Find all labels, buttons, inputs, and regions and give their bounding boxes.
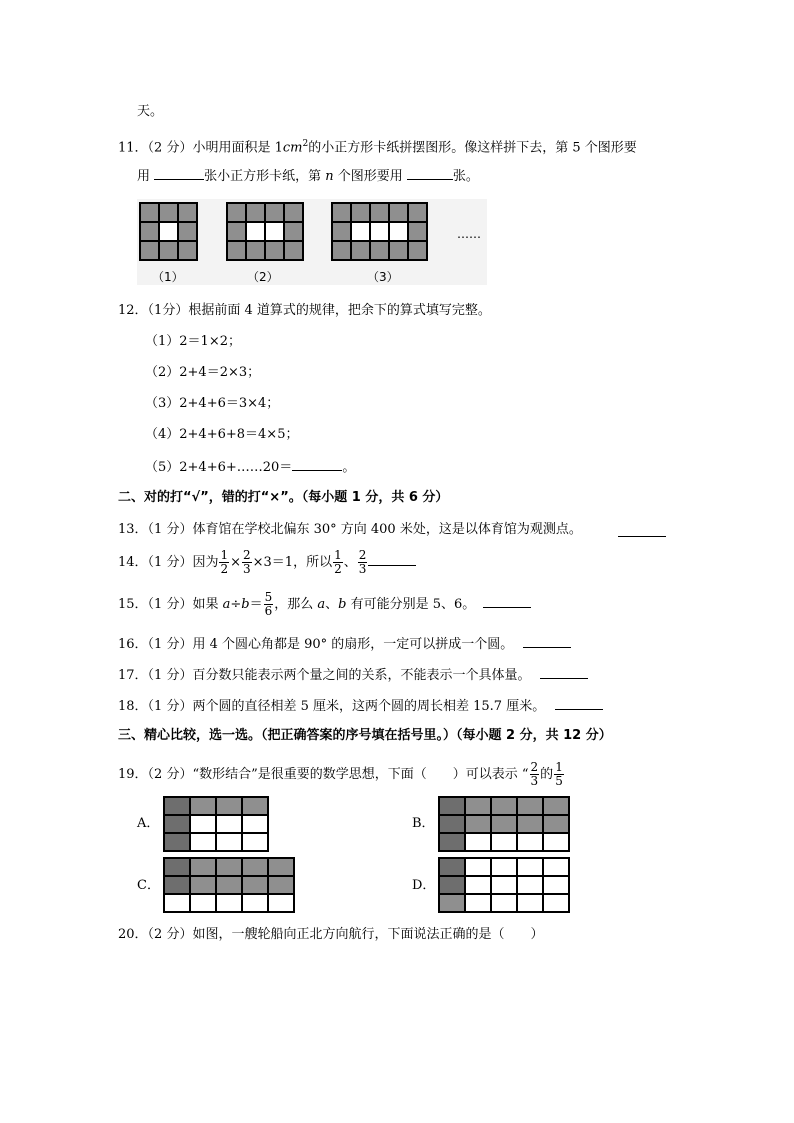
q11-blank-1[interactable] xyxy=(154,166,204,180)
q11-line1 xyxy=(118,135,637,157)
q14-mid: ×3＝1，所以 xyxy=(252,555,333,570)
q19-of: 的 xyxy=(540,767,554,782)
q12-item-5 xyxy=(145,457,355,477)
q12-blank[interactable] xyxy=(292,457,342,471)
q18-blank[interactable] xyxy=(555,696,603,710)
q15-frac: $\frac{5}{6}$ xyxy=(264,590,273,618)
q14-text: 14．（1 分）因为 xyxy=(118,555,219,570)
q16-blank[interactable] xyxy=(523,634,571,648)
q11-text-post: 的小正方形卡纸拼摆图形。像这样拼下去，第 5 个图形要 xyxy=(308,140,637,156)
q12-item-4: （4）2+4+6+8＝4×5； xyxy=(145,427,299,442)
q19-option-d-label[interactable]: D． xyxy=(412,878,436,893)
q12-item-5-text: （5）2+4+6+……20＝ xyxy=(145,460,293,475)
q14 xyxy=(118,549,416,577)
q12-item-1: （1）2＝1×2； xyxy=(145,334,241,349)
section-3-heading: 三、精心比较，选一选。（把正确答案的序号填在括号里。）（每小题 2 分，共 12 分） xyxy=(118,728,612,743)
figure-3-grid xyxy=(331,202,428,261)
q17-text: 17．（1 分）百分数只能表示两个量之间的关系，不能表示一个具体量。 xyxy=(118,668,531,683)
q17 xyxy=(118,665,588,685)
figure-2-grid xyxy=(226,202,304,261)
q14-frac-2: $\frac{2}{3}$ xyxy=(243,548,251,576)
q14-frac-3: $\frac{1}{2}$ xyxy=(334,548,342,576)
q16 xyxy=(118,634,571,654)
q19-option-b-label[interactable]: B． xyxy=(412,816,435,831)
q12-item-3: （3）2+4+6＝3×4； xyxy=(145,396,280,411)
q13-blank[interactable] xyxy=(618,523,666,537)
q11-text-a: 用 xyxy=(137,169,155,184)
q14-frac-4: $\frac{2}{3}$ xyxy=(358,548,367,576)
q15-post: 有可能分别是 5、6。 xyxy=(346,597,476,612)
q19-frac-1: $\frac{2}{3}$ xyxy=(530,760,539,788)
q15-blank[interactable] xyxy=(483,594,531,608)
q14-blank[interactable] xyxy=(368,552,416,566)
figure-ellipsis: …… xyxy=(457,227,481,241)
q15 xyxy=(118,591,531,619)
q12-end: 。 xyxy=(342,460,356,475)
q11-text-b: 张小正方形卡纸，第 xyxy=(204,169,326,184)
figure-2-caption: （2） xyxy=(247,270,279,284)
q19-option-c-label[interactable]: C． xyxy=(137,878,160,893)
q12-item-2: （2）2+4＝2×3； xyxy=(145,365,261,380)
q15-b2: b xyxy=(338,597,347,612)
q19-option-c-figure[interactable] xyxy=(163,857,295,913)
q15-div: ÷ xyxy=(230,597,242,612)
q11-figure-panel xyxy=(137,199,487,285)
q15-mid: ，那么 xyxy=(274,597,318,612)
q19-text: 19．（2 分）“数形结合”是很重要的数学思想，下面（ ）可以表示 “ xyxy=(118,767,529,782)
q15-eq: ＝ xyxy=(249,597,263,612)
q15-b: b xyxy=(241,597,250,612)
q15-comma: 、 xyxy=(325,597,339,612)
q11-blank-2[interactable] xyxy=(407,166,453,180)
q12-stem: 12．（1分）根据前面 4 道算式的规律，把余下的算式填写完整。 xyxy=(118,303,491,318)
q15-text: 15．（1 分）如果 xyxy=(118,597,223,612)
q16-text: 16．（1 分）用 4 个圆心角都是 90° 的扇形，一定可以拼成一个圆。 xyxy=(118,637,514,652)
q19-option-a-label[interactable]: A． xyxy=(137,816,160,831)
q14-times: × xyxy=(230,555,241,570)
q18-text: 18．（1 分）两个圆的直径相差 5 厘米，这两个圆的周长相差 15.7 厘米。 xyxy=(118,699,546,714)
q19-option-a-figure[interactable] xyxy=(163,796,269,852)
q15-a: a xyxy=(222,597,231,612)
q18 xyxy=(118,696,603,716)
q15-a2: a xyxy=(317,597,326,612)
q17-blank[interactable] xyxy=(540,665,588,679)
q11-text: 11．（2 分）小明用面积是 1 xyxy=(118,140,283,156)
figure-1-caption: （1） xyxy=(152,270,184,284)
q19-option-b-figure[interactable] xyxy=(438,796,570,852)
figure-3-caption: （3） xyxy=(367,270,399,284)
q14-frac-1: $\frac{1}{2}$ xyxy=(220,548,229,576)
figure-1-grid xyxy=(139,202,198,261)
q13 xyxy=(118,521,582,539)
section-2-heading: 二、对的打“√”，错的打“×”。（每小题 1 分，共 6 分） xyxy=(118,490,449,505)
q19-option-d-figure[interactable] xyxy=(438,857,570,913)
q14-sep: 、 xyxy=(343,555,357,570)
q11-line2 xyxy=(137,166,479,186)
q11-var-n: n xyxy=(325,169,334,184)
q20: 20．（2 分）如图，一艘轮船向正北方向航行，下面说法正确的是（ ） xyxy=(118,927,544,942)
q13-text: 13．（1 分）体育馆在学校北偏东 30° 方向 400 米处，这是以体育馆为观测点。 xyxy=(118,522,582,537)
q10-tail: 天。 xyxy=(137,104,164,119)
q19-frac-2: $\frac{1}{5}$ xyxy=(555,760,563,788)
q11-unit: cm xyxy=(282,140,303,156)
q11-text-c: 个图形要用 xyxy=(333,169,407,184)
q11-sup: 2 xyxy=(302,139,309,149)
q19 xyxy=(118,760,565,790)
q11-text-d: 张。 xyxy=(452,169,479,184)
